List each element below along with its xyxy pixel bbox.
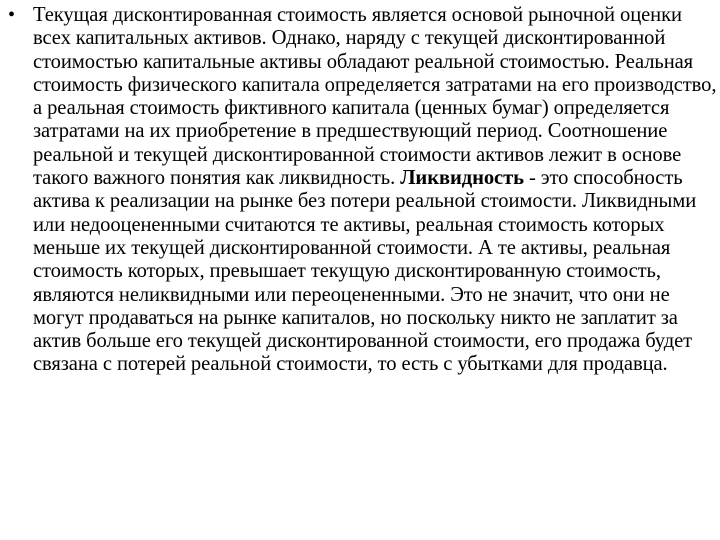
bullet-marker: • <box>8 4 16 26</box>
paragraph-intro: Текущая дисконтированная стоимость является основой рыночной оценки всех капитальных активов. Однако, наряду с текущей дисконтированной стоимостью капитальные активы обладают реальной стоимостью. Реальная стоимость физического капитала определяется затратами на его производство, а реальная стоимость фиктивного капитала (ценных бумаг) определяется затратами на их приобретение в предшествующий период. Соотношение реальной и текущей дисконтированной стоимости активов лежит в основе такого важного понятия как ликвидность. <box>33 4 717 190</box>
term-definition: - это способность актива к реализации на рынке без потери реальной стоимости. Ликвидными или недооцененными считаются те активы, реальная стоимость которых меньше их текущей дисконтированной стоимости. А те активы, реальная стоимость которых, превышает текущую дисконтированную стоимость, являются неликвидными или переоцененными. Это не значит, что они не могут продаваться на рынке капиталов, но поскольку никто не заплатит за актив больше его текущей дисконтированной стоимости, его продажа будет связана с потерей реальной стоимости, то есть с убытками для продавца. <box>33 167 697 376</box>
bullet-paragraph <box>33 4 717 377</box>
term-liquidity: Ликвидность <box>400 167 524 190</box>
